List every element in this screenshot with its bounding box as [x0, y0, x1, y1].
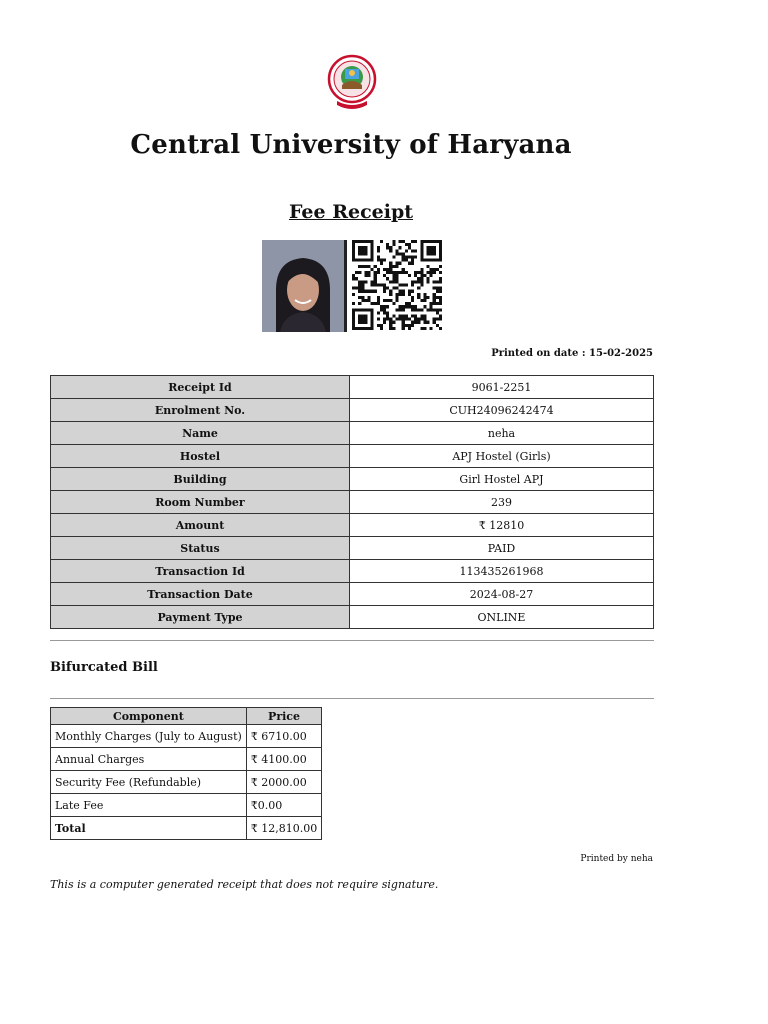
- component-column-header: Component: [51, 708, 247, 725]
- printed-on-date: Printed on date : 15-02-2025: [491, 348, 653, 359]
- table-row: [51, 376, 654, 399]
- receipt-title: Fee Receipt: [288, 201, 414, 223]
- component-cell: Security Fee (Refundable): [51, 771, 247, 794]
- enrolment-no-value: CUH24096242474: [350, 399, 654, 422]
- total-label: Total: [51, 817, 247, 840]
- building-value: Girl Hostel APJ: [350, 468, 654, 491]
- table-row: [51, 422, 654, 445]
- hostel-label: Hostel: [51, 445, 350, 468]
- total-value: ₹ 12,810.00: [246, 817, 321, 840]
- table-row: [51, 537, 654, 560]
- transaction-id-label: Transaction Id: [51, 560, 350, 583]
- divider: [50, 640, 654, 641]
- printed-by: Printed by neha: [580, 854, 653, 864]
- table-row: [51, 399, 654, 422]
- university-title: Central University of Haryana: [130, 130, 572, 160]
- price-cell: ₹ 4100.00: [246, 748, 321, 771]
- qr-code: [352, 240, 442, 330]
- table-row: [51, 468, 654, 491]
- receipt-details-table: [50, 375, 654, 629]
- table-row: [51, 794, 322, 817]
- table-header-row: [51, 708, 322, 725]
- payment-type-value: ONLINE: [350, 606, 654, 629]
- hostel-value: APJ Hostel (Girls): [350, 445, 654, 468]
- room-number-value: 239: [350, 491, 654, 514]
- price-cell: ₹ 2000.00: [246, 771, 321, 794]
- table-row: [51, 583, 654, 606]
- price-cell: ₹0.00: [246, 794, 321, 817]
- table-row: [51, 560, 654, 583]
- building-label: Building: [51, 468, 350, 491]
- student-photo: [262, 240, 347, 332]
- transaction-date-label: Transaction Date: [51, 583, 350, 606]
- component-cell: Annual Charges: [51, 748, 247, 771]
- receipt-id-label: Receipt Id: [51, 376, 350, 399]
- receipt-id-value: 9061-2251: [350, 376, 654, 399]
- bifurcated-bill-heading: Bifurcated Bill: [50, 660, 158, 675]
- table-row: [51, 514, 654, 537]
- component-cell: Monthly Charges (July to August): [51, 725, 247, 748]
- component-cell: Late Fee: [51, 794, 247, 817]
- table-row: [51, 771, 322, 794]
- enrolment-no-label: Enrolment No.: [51, 399, 350, 422]
- status-label: Status: [51, 537, 350, 560]
- table-row: [51, 445, 654, 468]
- footer-note: This is a computer generated receipt that does not require signature.: [50, 878, 439, 891]
- table-row: [51, 606, 654, 629]
- room-number-label: Room Number: [51, 491, 350, 514]
- bifurcated-bill-table: [50, 707, 322, 840]
- table-row: [51, 748, 322, 771]
- name-label: Name: [51, 422, 350, 445]
- price-column-header: Price: [246, 708, 321, 725]
- amount-value: ₹ 12810: [350, 514, 654, 537]
- price-cell: ₹ 6710.00: [246, 725, 321, 748]
- university-logo: [327, 53, 377, 111]
- transaction-id-value: 113435261968: [350, 560, 654, 583]
- status-value: PAID: [350, 537, 654, 560]
- transaction-date-value: 2024-08-27: [350, 583, 654, 606]
- divider: [50, 698, 654, 699]
- table-row: [51, 725, 322, 748]
- amount-label: Amount: [51, 514, 350, 537]
- table-row: [51, 491, 654, 514]
- payment-type-label: Payment Type: [51, 606, 350, 629]
- total-row: [51, 817, 322, 840]
- name-value: neha: [350, 422, 654, 445]
